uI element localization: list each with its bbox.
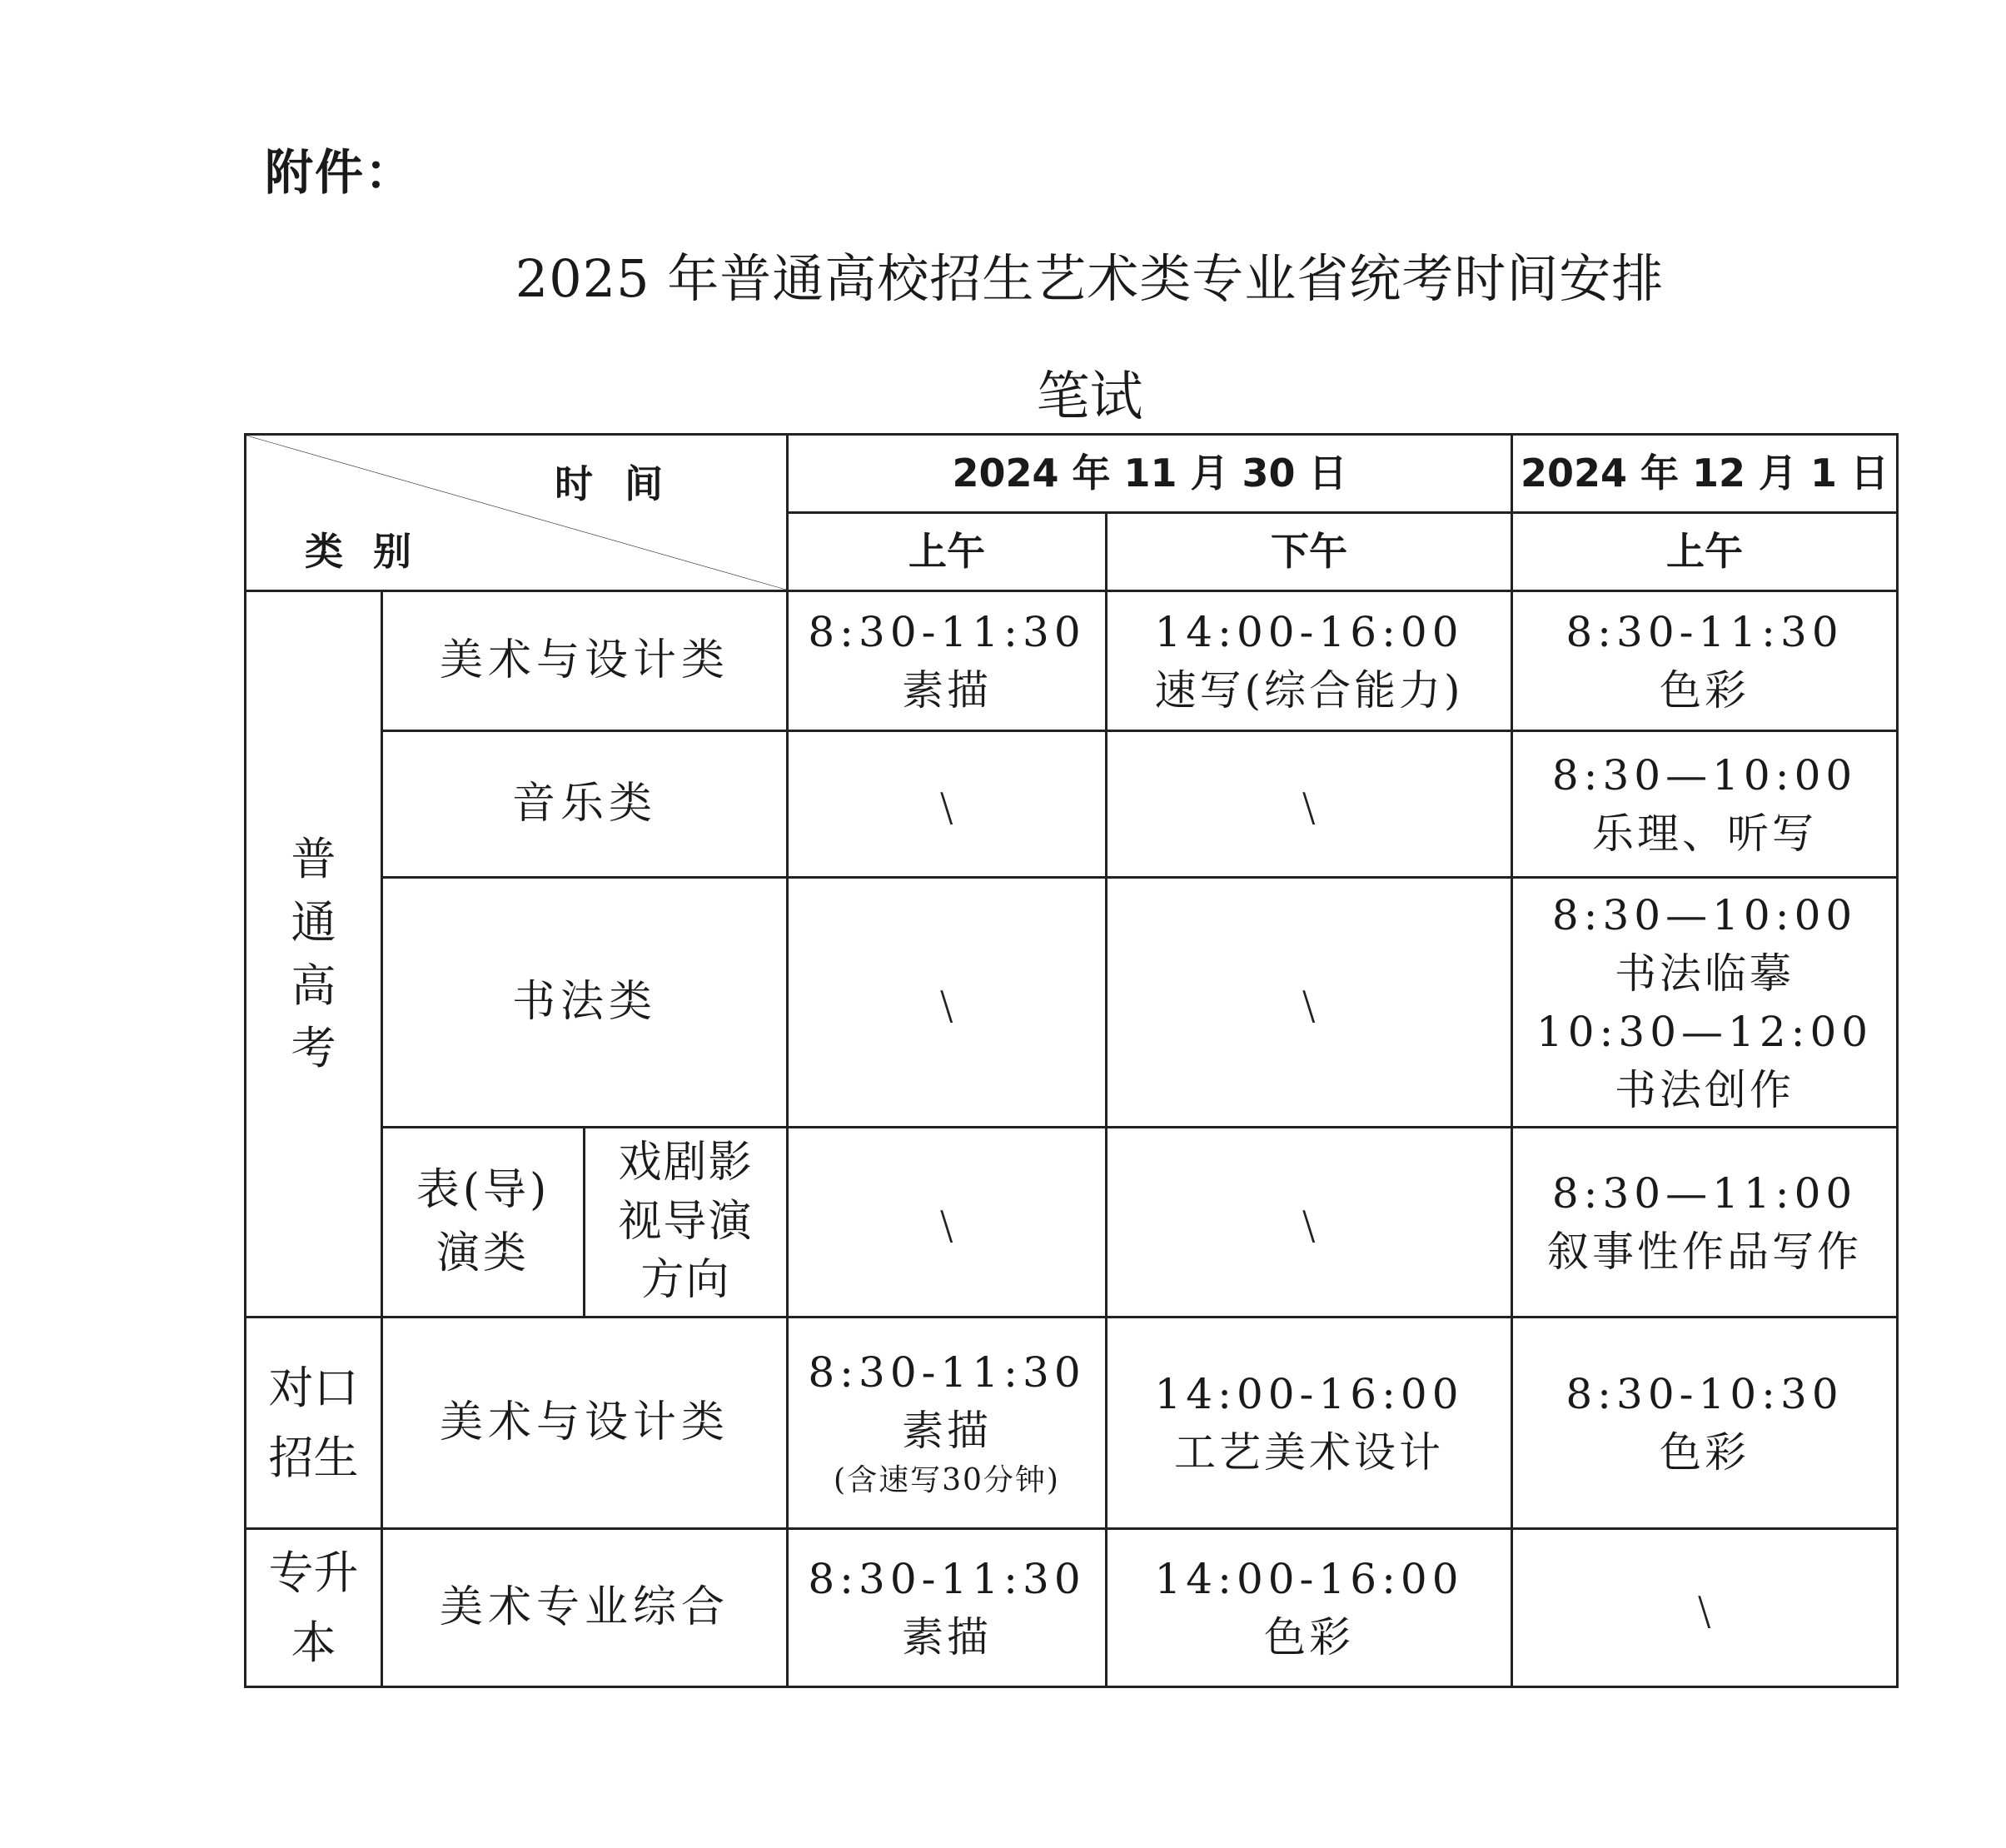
cell-zsb-nov30-pm: 14:00-16:00 色彩 [1107,1529,1512,1687]
header-category-label: 类别 [305,528,441,574]
cell-zsb-nov30-am: 8:30-11:30 素描 [788,1529,1107,1687]
category-yinyue: 音乐类 [382,731,788,878]
diagonal-header-cell [246,435,788,591]
cell-meishu-nov30-pm: 14:00-16:00 速写(综合能力) [1107,591,1512,731]
header-date-nov30: 2024 年 11 月 30 日 [788,435,1512,513]
document-title: 2025 年普通高校招生艺术类专业省统考时间安排 [515,248,1665,309]
cell-yinyue-dec1-am: 8:30—10:00 乐理、听写 [1512,731,1898,878]
header-nov30-pm: 下午 [1107,513,1512,591]
cell-shufa-nov30-am: ﹨ [788,878,1107,1128]
cell-zsb-dec1-am: ﹨ [1512,1529,1898,1687]
group-putong-gaokao: 普通高考 [246,591,382,1318]
header-nov30-am: 上午 [788,513,1107,591]
cell-meishu-dec1-am: 8:30-11:30 色彩 [1512,591,1898,731]
cell-shufa-dec1-am: 8:30—10:00 书法临摹 10:30—12:00 书法创作 [1512,878,1898,1128]
cell-yinyue-nov30-am: ﹨ [788,731,1107,878]
header-time-label: 时间 [555,461,694,506]
schedule-table [244,433,1899,1688]
category-shufa: 书法类 [382,878,788,1128]
cell-biaoyan-nov30-am: ﹨ [788,1128,1107,1318]
cell-duikou-dec1-am: 8:30-10:30 色彩 [1512,1318,1898,1529]
cell-duikou-nov30-pm: 14:00-16:00 工艺美术设计 [1107,1318,1512,1529]
cell-biaoyan-dec1-am: 8:30—11:00 叙事性作品写作 [1512,1128,1898,1318]
cell-biaoyan-nov30-pm: ﹨ [1107,1128,1512,1318]
category-biaoyan: 表(导)演类 [382,1128,585,1318]
header-date-dec1: 2024 年 12 月 1 日 [1512,435,1898,513]
group-duikou-zhaosheng: 对口招生 [246,1318,382,1529]
category-biaoyan-direction: 戏剧影视导演方向 [585,1128,788,1318]
cell-shufa-nov30-pm: ﹨ [1107,878,1512,1128]
attachment-label: 附件： [265,144,416,201]
group-zhuanshengben: 专升本 [246,1529,382,1687]
section-subtitle: 笔试 [1036,366,1143,428]
category-zsb-meishu: 美术专业综合 [382,1529,788,1687]
category-meishu: 美术与设计类 [382,591,788,731]
category-duikou-meishu: 美术与设计类 [382,1318,788,1529]
cell-duikou-nov30-am: 8:30-11:30 素描 (含速写30分钟) [788,1318,1107,1529]
cell-yinyue-nov30-pm: ﹨ [1107,731,1512,878]
header-dec1-am: 上午 [1512,513,1898,591]
cell-meishu-nov30-am: 8:30-11:30 素描 [788,591,1107,731]
